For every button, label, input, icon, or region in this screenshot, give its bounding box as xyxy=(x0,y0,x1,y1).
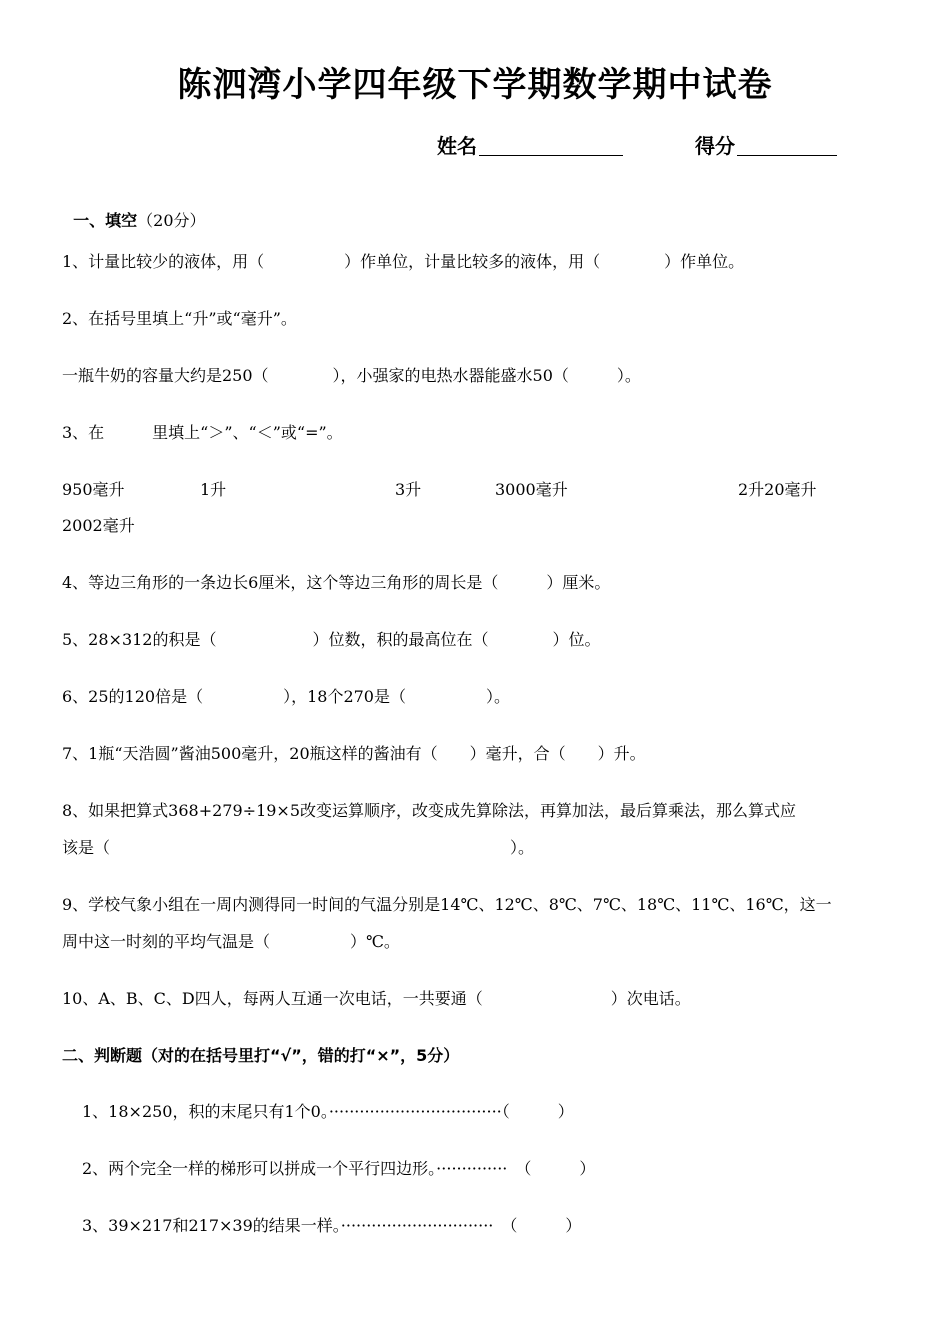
compare-c-left: 2升20毫升 xyxy=(738,480,817,499)
student-name-field xyxy=(437,136,623,156)
compare-b-left: 3升 xyxy=(395,480,422,499)
question-7: 7、1瓶“天浩圆”酱油500毫升，20瓶这样的酱油有（ ）毫升，合（ ）升。 xyxy=(62,744,646,763)
question-10: 10、A、B、C、D四人，每两人互通一次电话，一共要通（ ）次电话。 xyxy=(62,989,691,1008)
question-8-line2: 该是（ ）。 xyxy=(62,838,535,857)
question-9-line2: 周中这一时刻的平均气温是（ ）℃。 xyxy=(62,932,400,951)
score-label: 得分 xyxy=(695,134,735,158)
section1-points: （20分） xyxy=(137,211,206,230)
name-blank xyxy=(479,137,623,156)
question-9-line1: 9、学校气象小组在一周内测得同一时间的气温分别是14℃、12℃、8℃、7℃、18℃、11℃、16℃，这一 xyxy=(62,895,832,914)
question-2: 2、在括号里填上“升”或“毫升”。 xyxy=(62,309,297,328)
judge-question-2: 2、两个完全一样的梯形可以拼成一个平行四边形。·············· （ ） xyxy=(82,1159,596,1178)
name-label: 姓名 xyxy=(437,134,477,158)
question-6: 6、25的120倍是（ ），18个270是（ ）。 xyxy=(62,687,510,706)
section1-heading xyxy=(62,197,206,229)
score-field xyxy=(695,136,837,156)
question-4: 4、等边三角形的一条边长6厘米，这个等边三角形的周长是（ ）厘米。 xyxy=(62,573,611,592)
exam-title: 陈泗湾小学四年级下学期数学期中试卷 xyxy=(177,65,773,105)
compare-a-right: 1升 xyxy=(200,480,227,499)
judge-question-1: 1、18×250，积的末尾只有1个0。··································（ ） xyxy=(82,1102,574,1121)
judge-question-3: 3、39×217和217×39的结果一样。······························ （ ） xyxy=(82,1216,582,1235)
question-3: 3、在 里填上“＞”、“＜”或“=”。 xyxy=(62,423,343,442)
score-blank xyxy=(737,137,837,156)
section2-heading: 二、判断题（对的在括号里打“√”，错的打“×”，5分） xyxy=(62,1046,460,1065)
compare-c-right: 2002毫升 xyxy=(62,516,135,535)
compare-a-left: 950毫升 xyxy=(62,480,125,499)
question-1: 1、计量比较少的液体，用（ ）作单位，计量比较多的液体，用（ ）作单位。 xyxy=(62,252,745,271)
compare-b-right: 3000毫升 xyxy=(495,480,568,499)
question-8-line1: 8、如果把算式368+279÷19×5改变运算顺序，改变成先算除法，再算加法，最后算乘法，那么算式应 xyxy=(62,801,797,820)
question-5: 5、28×312的积是（ ）位数，积的最高位在（ ）位。 xyxy=(62,630,601,649)
question-2-line: 一瓶牛奶的容量大约是250（ ），小强家的电热水器能盛水50（ ）。 xyxy=(62,366,641,385)
section1-title: 一、填空 xyxy=(73,211,138,230)
